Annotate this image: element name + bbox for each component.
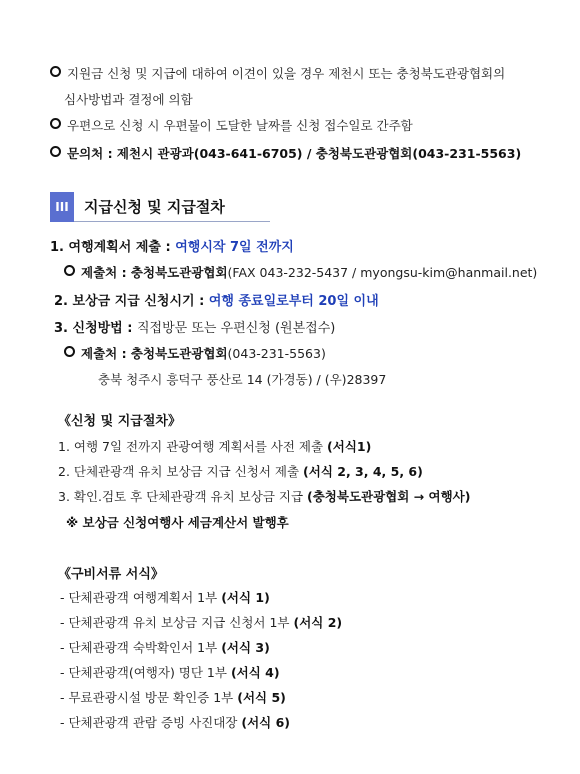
item-2: 2. 보상금 지급 신청시기 : 여행 종료일로부터 20일 이내 [54,294,379,309]
item-3: 3. 신청방법 : 직접방문 또는 우편신청 (원본접수) [54,321,336,336]
circle-bullet-icon [64,346,75,357]
procedure-step-3: 3. 확인.검토 후 단체관광객 유치 보상금 지급 (충청북도관광협회 → 여행사) [58,489,471,504]
note-1-line-1: 지원금 신청 및 지급에 대하여 이견이 있을 경우 제천시 또는 충청북도관광협회의 [50,64,505,82]
note-contact: 문의처 : 제천시 관광과(043-641-6705) / 충청북도관광협회(043-231-5563) [50,144,521,162]
note-1-line-2: 심사방법과 결정에 의함 [64,92,193,107]
section-title: 지급신청 및 지급절차 [84,198,225,216]
section-number-box: III [50,192,74,222]
circle-bullet-icon [50,146,61,157]
item-3-address: 충북 청주시 흥덕구 풍산로 14 (가경동) / (우)28397 [98,372,387,387]
procedure-step-2: 2. 단체관광객 유치 보상금 지급 신청서 제출 (서식 2, 3, 4, 5, 6) [58,464,423,479]
document-item: - 단체관광객 관람 증빙 사진대장 (서식 6) [60,715,290,730]
document-item: - 무료관광시설 방문 확인증 1부 (서식 5) [60,690,286,705]
circle-bullet-icon [64,265,75,276]
item-1-submit-to: 제출처 : 충청북도관광협회(FAX 043-232-5437 / myongsu-kim@hanmail.net) [64,263,537,281]
document-item: - 단체관광객 여행계획서 1부 (서식 1) [60,590,270,605]
documents-heading: 《구비서류 서식》 [58,567,164,582]
section-header [50,192,270,222]
procedure-step-1: 1. 여행 7일 전까지 관광여행 계획서를 사전 제출 (서식1) [58,439,372,454]
procedure-note: ※ 보상금 신청여행사 세금계산서 발행후 [66,515,289,530]
section-underline [74,221,270,222]
note-2: 우편으로 신청 시 우편물이 도달한 날짜를 신청 접수일로 간주함 [50,116,413,134]
document-item: - 단체관광객(여행자) 명단 1부 (서식 4) [60,665,280,680]
item-3-submit-to: 제출처 : 충청북도관광협회(043-231-5563) [64,344,326,362]
circle-bullet-icon [50,66,61,77]
item-1: 1. 여행계획서 제출 : 여행시작 7일 전까지 [50,240,294,255]
document-item: - 단체관광객 숙박확인서 1부 (서식 3) [60,640,270,655]
circle-bullet-icon [50,118,61,129]
procedure-heading: 《신청 및 지급절차》 [58,414,181,429]
document-item: - 단체관광객 유치 보상금 지급 신청서 1부 (서식 2) [60,615,343,630]
